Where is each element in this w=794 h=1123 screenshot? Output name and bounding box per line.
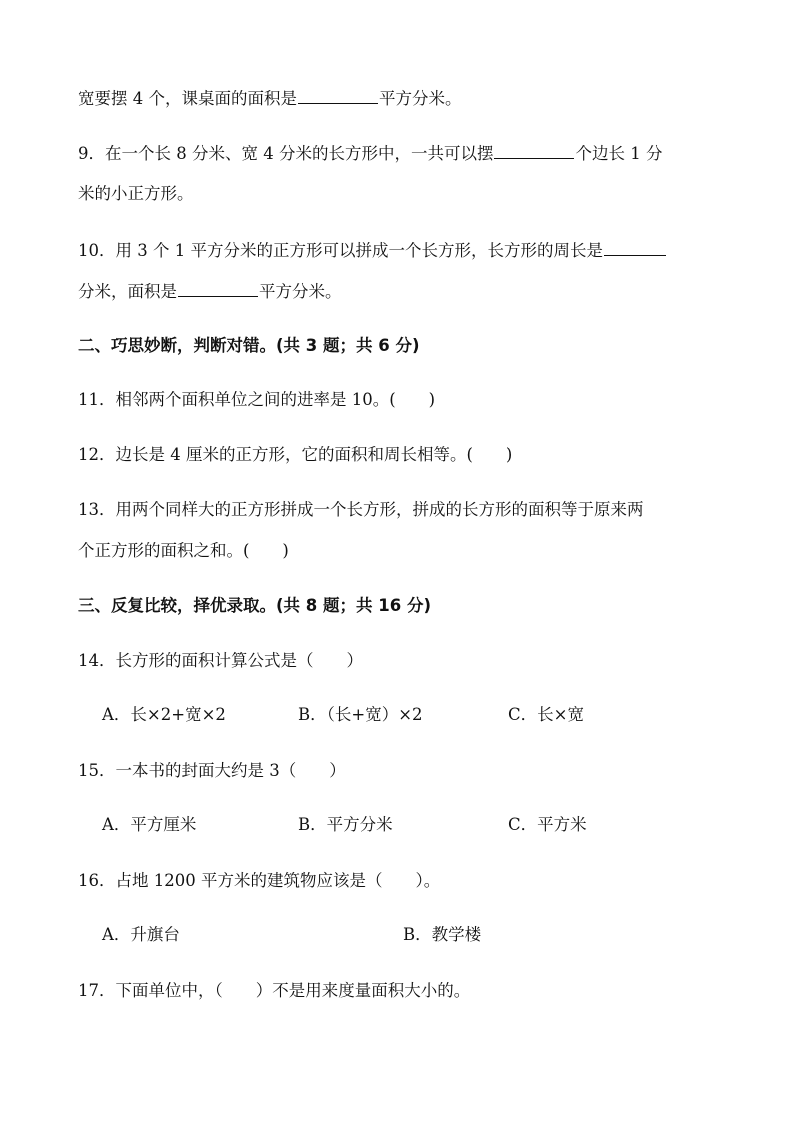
q8-text-2: 平方分米。	[379, 89, 462, 108]
q9-line-2	[78, 183, 734, 205]
q9-text-1: 9．在一个长 8 分米、宽 4 分米的长方形中，一共可以摆	[78, 144, 494, 163]
q15-option-a[interactable]: A．平方厘米	[102, 815, 197, 834]
q14-option-b[interactable]: B．（长+宽）×2	[298, 705, 423, 724]
q9-text-3: 米的小正方形。	[78, 184, 194, 203]
q17-stem: 17．下面单位中，（ ）不是用来度量面积大小的。	[78, 981, 471, 1000]
q8-answer-blank[interactable]	[298, 87, 378, 104]
q16-option-a[interactable]: A．升旗台	[102, 925, 180, 944]
section-2-heading: 二、巧思妙断，判断对错。(共 3 题；共 6 分)	[78, 336, 420, 355]
q15-option-b[interactable]: B．平方分米	[298, 815, 393, 834]
q12-line: 12．边长是 4 厘米的正方形，它的面积和周长相等。( )	[78, 445, 513, 464]
q14-option-a[interactable]: A．长×2+宽×2	[102, 705, 226, 724]
q9-answer-blank[interactable]	[494, 142, 574, 159]
q16-option-b[interactable]: B．教学楼	[403, 925, 482, 944]
q14-option-c[interactable]: C．长×宽	[508, 705, 584, 724]
q9-line-1	[78, 142, 734, 165]
q10-text-3: 平方分米。	[259, 282, 342, 301]
q10-text-1: 10．用 3 个 1 平方分米的正方形可以拼成一个长方形，长方形的周长是	[78, 241, 603, 260]
q13-line-1: 13．用两个同样大的正方形拼成一个长方形，拼成的长方形的面积等于原来两	[78, 500, 644, 519]
q14-stem: 14．长方形的面积计算公式是（ ）	[78, 651, 363, 670]
q8-text-1: 宽要摆 4 个，课桌面的面积是	[78, 89, 297, 108]
q15-option-c[interactable]: C．平方米	[508, 815, 587, 834]
q10-perimeter-blank[interactable]	[604, 239, 666, 256]
q10-text-2: 分米，面积是	[78, 282, 177, 301]
q9-text-2: 个边长 1 分	[575, 144, 663, 163]
q16-stem: 16．占地 1200 平方米的建筑物应该是（ ）。	[78, 871, 441, 890]
q8-line	[78, 87, 734, 110]
q10-line-1	[78, 239, 734, 262]
section-3-heading: 三、反复比较，择优录取。(共 8 题；共 16 分)	[78, 596, 432, 615]
q11-line: 11．相邻两个面积单位之间的进率是 10。( )	[78, 390, 436, 409]
q13-line-2: 个正方形的面积之和。( )	[78, 541, 289, 560]
q10-line-2	[78, 280, 734, 303]
q10-area-blank[interactable]	[178, 280, 258, 297]
q15-stem: 15．一本书的封面大约是 3（ ）	[78, 761, 346, 780]
